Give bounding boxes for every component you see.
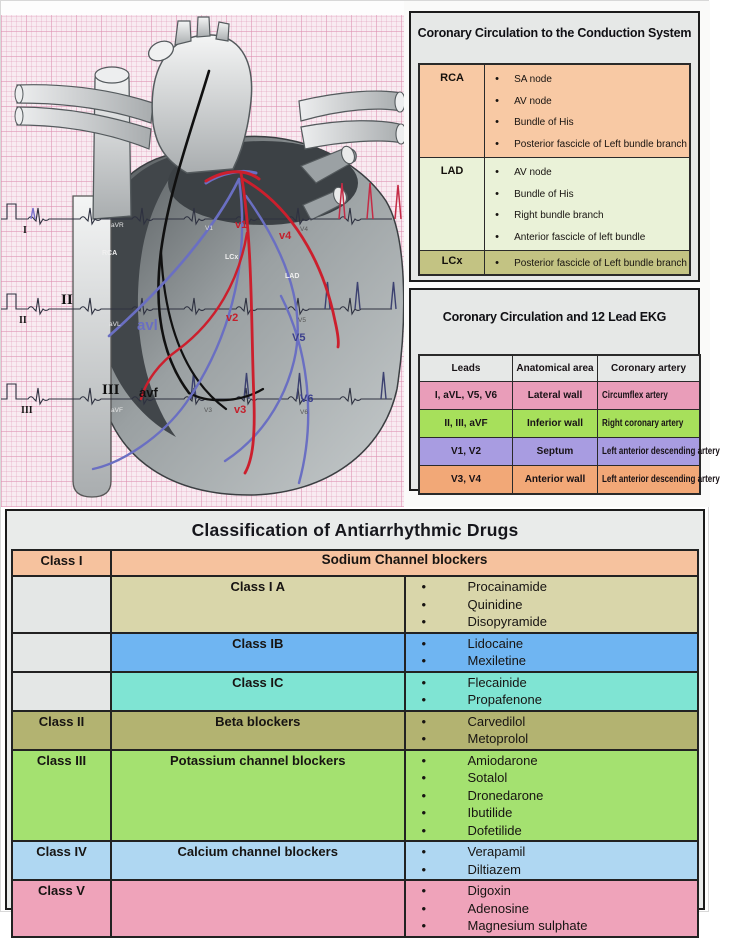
rca-label: RCA — [102, 250, 118, 257]
list-item: • Ibutilide — [408, 804, 696, 822]
conduction-table-grid — [418, 63, 691, 276]
list-item: • Dofetilide — [408, 822, 696, 840]
v5-small-label: V5 — [298, 317, 306, 324]
drugs-cell — [405, 711, 699, 750]
list-item: • Procainamide — [408, 578, 696, 596]
ivc-vessel — [73, 196, 111, 497]
list-item: • Bundle of His — [489, 112, 687, 134]
artery-cell: Right coronary artery — [598, 410, 701, 438]
subclass-cell: Class IB — [111, 633, 405, 672]
drug-table-grid — [11, 549, 699, 938]
avr-small-label: aVR — [111, 222, 124, 229]
table-row — [419, 382, 700, 410]
v3-small-label: V3 — [204, 407, 212, 414]
list-item: • Anterior fascicle of left bundle — [489, 227, 687, 249]
mechanism-cell: Sodium Channel blockers — [111, 550, 698, 576]
table-row — [419, 410, 700, 438]
conduction-table-title: Coronary Circulation to the Conduction System — [417, 26, 692, 40]
area-cell: Lateral wall — [513, 382, 598, 410]
table-row — [12, 576, 698, 633]
avl-small-label: aVL — [109, 321, 121, 328]
v2-red-label: v2 — [226, 312, 239, 324]
table-row — [419, 251, 690, 276]
list-item: • AV node — [489, 162, 687, 184]
table-row — [12, 750, 698, 842]
conduction-system-table — [409, 11, 700, 282]
list-item: • Metoprolol — [408, 730, 696, 748]
list-item: • SA node — [489, 69, 687, 91]
mechanism-cell: Potassium channel blockers — [111, 750, 405, 842]
list-item: • Mexiletine — [408, 652, 696, 670]
avf-small-label: aVF — [111, 407, 123, 414]
drugs-cell — [405, 841, 699, 880]
v4-red-label: v4 — [279, 230, 292, 242]
heart-ecg-panel — [1, 1, 404, 507]
ekg-leads-table — [409, 288, 720, 491]
leads-cell: I, aVL, V5, V6 — [419, 382, 513, 410]
list-item: • Sotalol — [408, 769, 696, 787]
v6-blue-label: V6 — [300, 393, 314, 405]
v4-small-label: V4 — [300, 226, 308, 233]
drug-table-title: Classification of Antiarrhythmic Drugs — [191, 520, 519, 540]
lead-ii-roman: II — [61, 292, 73, 308]
area-cell: Anterior wall — [513, 466, 598, 495]
artery-cell: Left anterior descending artery — [598, 466, 701, 495]
class-cell: Class IV — [12, 841, 111, 880]
table-row — [12, 672, 698, 711]
list-item: • Diltiazem — [408, 861, 696, 879]
list-item: • Flecainide — [408, 674, 696, 692]
list-item: • Lidocaine — [408, 635, 696, 653]
table-header-row — [419, 355, 700, 382]
drugs-cell — [405, 880, 699, 937]
table-row — [419, 158, 690, 251]
v3-red-label: v3 — [234, 404, 247, 416]
table-row — [419, 438, 700, 466]
v1-small-label: V1 — [205, 225, 213, 232]
drugs-cell — [405, 576, 699, 633]
ekg-table-grid — [418, 354, 720, 495]
table-row — [12, 633, 698, 672]
lcx-label: LCx — [225, 254, 239, 261]
list-item: • Bundle of His — [489, 184, 687, 206]
subclass-cell: Class I A — [111, 576, 405, 633]
v5-blue-label: V5 — [292, 332, 306, 344]
artery-cell: Left anterior descending artery — [598, 438, 701, 466]
mechanism-cell: Calcium channel blockers — [111, 841, 405, 880]
list-item: • Propafenone — [408, 691, 696, 709]
drugs-cell — [405, 750, 699, 842]
artery-cell: LCx — [419, 251, 485, 276]
column-header: Coronary artery — [598, 355, 701, 382]
leads-cell: V1, V2 — [419, 438, 513, 466]
column-header: Leads — [419, 355, 513, 382]
items-cell — [485, 251, 690, 276]
lead-iii-label: III — [21, 405, 33, 416]
class-cell — [12, 672, 111, 711]
list-item: • Posterior fascicle of Left bundle branch — [489, 255, 687, 272]
area-cell: Inferior wall — [513, 410, 598, 438]
list-item: • Dronedarone — [408, 787, 696, 805]
right-tables-panel — [404, 1, 720, 507]
list-item: • AV node — [489, 91, 687, 113]
class-cell: Class III — [12, 750, 111, 842]
table-row — [12, 880, 698, 937]
artery-cell: LAD — [419, 158, 485, 251]
list-item: • Amiodarone — [408, 752, 696, 770]
artery-cell: Circumflex artery — [598, 382, 701, 410]
area-cell: Septum — [513, 438, 598, 466]
avl-big-label: avl — [137, 317, 158, 334]
avf-big-label: avf — [139, 385, 158, 400]
drugs-cell — [405, 672, 699, 711]
drugs-cell — [405, 633, 699, 672]
heart-diagram — [1, 1, 404, 507]
v1-red-label: v1 — [235, 219, 248, 231]
table-row — [12, 841, 698, 880]
items-cell — [485, 158, 690, 251]
table-row — [12, 711, 698, 750]
lead-ii-label: II — [19, 315, 27, 326]
table-row — [12, 550, 698, 576]
mechanism-cell — [111, 880, 405, 937]
list-item: • Magnesium sulphate — [408, 917, 696, 935]
v6-small-label: V6 — [300, 409, 308, 416]
lead-iii-roman: III — [102, 382, 120, 398]
list-item: • Right bundle branch — [489, 205, 687, 227]
table-row — [419, 466, 700, 495]
leads-cell: II, III, aVF — [419, 410, 513, 438]
leads-cell: V3, V4 — [419, 466, 513, 495]
class-cell: Class II — [12, 711, 111, 750]
artery-cell: RCA — [419, 64, 485, 158]
class-cell — [12, 576, 111, 633]
column-header: Anatomical area — [513, 355, 598, 382]
subclass-cell: Class IC — [111, 672, 405, 711]
list-item: • Adenosine — [408, 900, 696, 918]
list-item: • Quinidine — [408, 596, 696, 614]
table-row — [419, 64, 690, 158]
lead-i-label: I — [23, 225, 27, 236]
list-item: • Digoxin — [408, 882, 696, 900]
class-cell — [12, 633, 111, 672]
items-cell — [485, 64, 690, 158]
class-cell: Class V — [12, 880, 111, 937]
class-cell: Class I — [12, 550, 111, 576]
list-item: • Disopyramide — [408, 613, 696, 631]
list-item: • Verapamil — [408, 843, 696, 861]
lad-label: LAD — [285, 273, 300, 280]
list-item: • Posterior fascicle of Left bundle branch — [489, 134, 687, 156]
antiarrhythmic-drug-table — [5, 509, 705, 933]
mechanism-cell: Beta blockers — [111, 711, 405, 750]
ekg-table-title: Coronary Circulation and 12 Lead EKG — [442, 310, 667, 324]
list-item: • Carvedilol — [408, 713, 696, 731]
